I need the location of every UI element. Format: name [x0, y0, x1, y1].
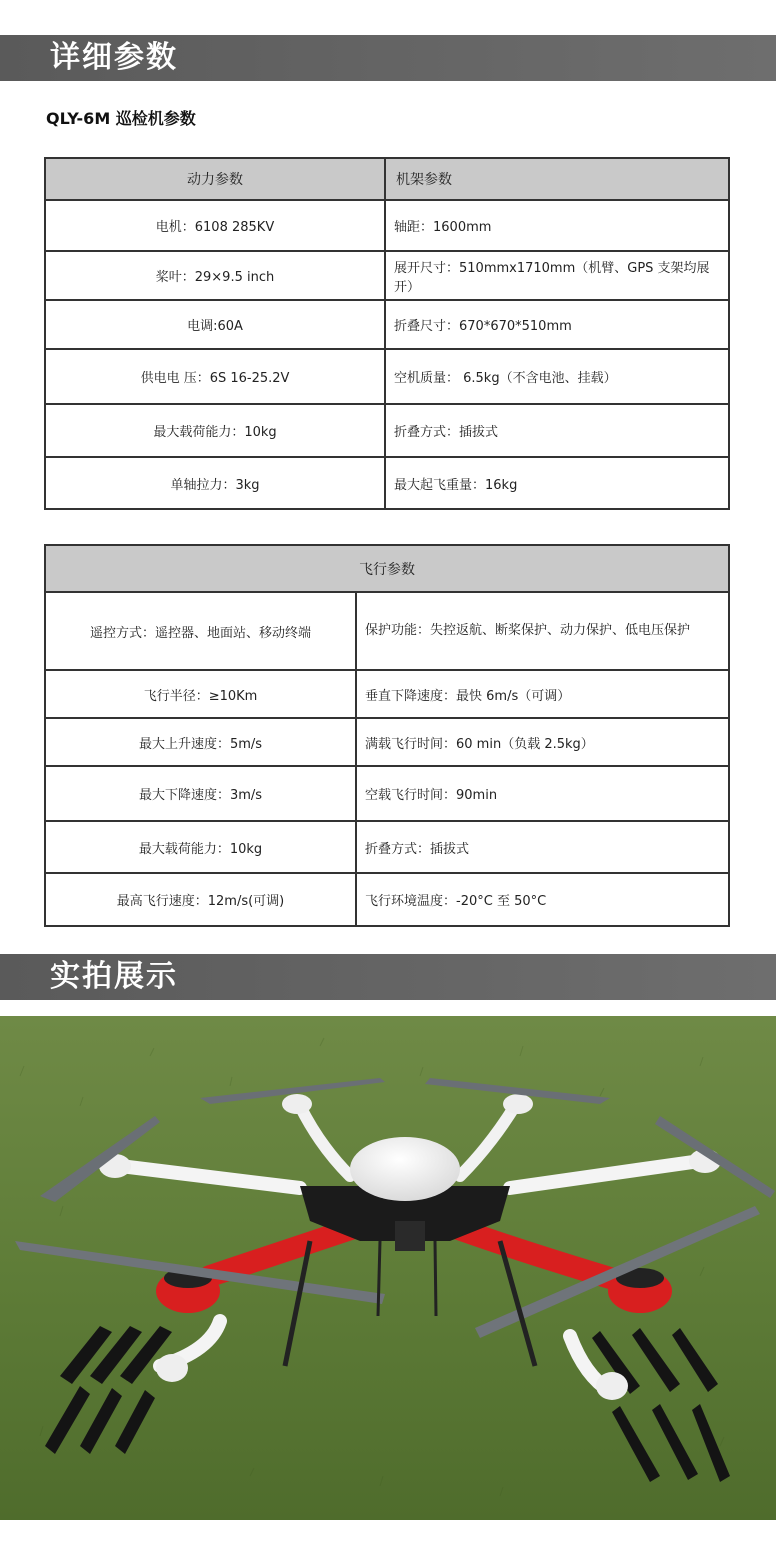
- table-cell: 满载飞行时间：60 min（负载 2.5kg）: [356, 718, 729, 766]
- table-cell: 飞行半径：≥10Km: [45, 670, 356, 718]
- table-cell: 折叠方式：插拔式: [356, 821, 729, 873]
- spec-table-flight: [44, 544, 730, 927]
- table-cell: 最大起飞重量：16kg: [385, 457, 729, 509]
- table-cell: 折叠尺寸：670*670*510mm: [385, 300, 729, 349]
- table-cell: 遥控方式：遥控器、地面站、移动终端: [45, 592, 356, 670]
- table-header: 动力参数: [45, 158, 385, 200]
- table-cell: 保护功能：失控返航、断桨保护、动力保护、低电压保护: [356, 592, 729, 670]
- table-cell: 展开尺寸：510mmx1710mm（机臂、GPS 支架均展开）: [385, 251, 729, 300]
- drone-photo: [0, 1016, 776, 1520]
- table-header: 机架参数: [385, 158, 729, 200]
- table-header: 飞行参数: [45, 545, 729, 592]
- table-cell: 最高飞行速度：12m/s(可调): [45, 873, 356, 926]
- table-cell: 供电电 压：6S 16-25.2V: [45, 349, 385, 404]
- table-cell: 飞行环境温度：-20°C 至 50°C: [356, 873, 729, 926]
- table-cell: 电调:60A: [45, 300, 385, 349]
- table-cell: 最大载荷能力：10kg: [45, 404, 385, 457]
- section-banner-params: [0, 35, 776, 81]
- table-cell: 轴距：1600mm: [385, 200, 729, 251]
- table-cell: 电机：6108 285KV: [45, 200, 385, 251]
- table-cell: 最大上升速度：5m/s: [45, 718, 356, 766]
- table-cell: 折叠方式：插拔式: [385, 404, 729, 457]
- table-cell: 最大下降速度：3m/s: [45, 766, 356, 821]
- table-cell: 空机质量： 6.5kg（不含电池、挂载）: [385, 349, 729, 404]
- section-title: 实拍展示: [50, 959, 178, 994]
- section-title: 详细参数: [50, 40, 178, 75]
- table-cell: 最大载荷能力：10kg: [45, 821, 356, 873]
- table-cell: 桨叶：29×9.5 inch: [45, 251, 385, 300]
- spec-table-power-frame: [44, 157, 730, 510]
- model-title: QLY-6M 巡检机参数: [46, 109, 196, 128]
- section-banner-photos: [0, 954, 776, 1000]
- drone-illustration: [0, 1016, 776, 1520]
- table-cell: 单轴拉力：3kg: [45, 457, 385, 509]
- table-cell: 垂直下降速度：最快 6m/s（可调）: [356, 670, 729, 718]
- table-cell: 空载飞行时间：90min: [356, 766, 729, 821]
